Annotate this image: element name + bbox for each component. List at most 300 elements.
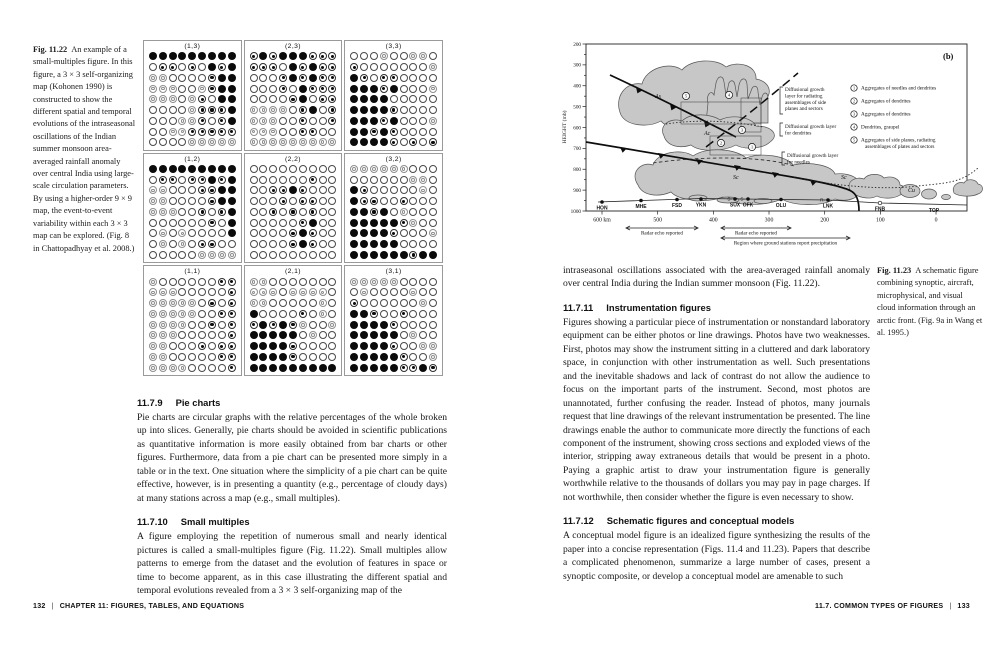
som-cell (429, 299, 437, 307)
som-cell (350, 342, 358, 350)
som-cell (299, 229, 307, 237)
som-cell (269, 128, 277, 136)
som-cell (188, 353, 196, 361)
som-cell (299, 128, 307, 136)
som-cell (218, 364, 226, 372)
som-cell (279, 251, 287, 259)
som-cell (390, 117, 398, 125)
som-cell (208, 117, 216, 125)
som-cell (178, 138, 186, 146)
som-cell (218, 299, 226, 307)
station-dot (600, 200, 604, 204)
som-cell (218, 106, 226, 114)
som-cell (169, 299, 177, 307)
som-cell (299, 63, 307, 71)
som-cell (360, 321, 368, 329)
som-cell (198, 95, 206, 103)
som-cell (259, 364, 267, 372)
som-cell (319, 106, 327, 114)
som-cell (299, 310, 307, 318)
annotation-text: Diffusional growth layer (785, 124, 837, 130)
som-cell (259, 229, 267, 237)
som-cell (429, 197, 437, 205)
som-cell (360, 208, 368, 216)
x-tick-label: 500 (653, 217, 663, 224)
som-cell (149, 74, 157, 82)
som-cell (400, 85, 408, 93)
som-cell (169, 364, 177, 372)
som-cell (149, 299, 157, 307)
som-cell (400, 240, 408, 248)
som-cell (149, 106, 157, 114)
som-cell (159, 208, 167, 216)
station-prefix: R- (820, 197, 825, 203)
som-cell (269, 85, 277, 93)
som-cell (380, 219, 388, 227)
som-panel (344, 153, 443, 264)
som-cell (299, 342, 307, 350)
som-cell (350, 176, 358, 184)
som-cell (419, 331, 427, 339)
cloud-sc-right (849, 174, 905, 198)
som-cell (259, 52, 267, 60)
som-cell (419, 186, 427, 194)
som-cell (319, 95, 327, 103)
fig-11-23-caption (877, 265, 983, 339)
som-cell (360, 331, 368, 339)
som-cell (279, 353, 287, 361)
som-cell (370, 331, 378, 339)
som-cell (350, 278, 358, 286)
som-cell (299, 117, 307, 125)
som-cell (400, 106, 408, 114)
som-cell (360, 288, 368, 296)
som-cell (328, 321, 336, 329)
som-cell (429, 364, 437, 372)
som-cell (309, 63, 317, 71)
som-cell (370, 299, 378, 307)
som-cell (429, 208, 437, 216)
som-cell (328, 128, 336, 136)
som-cell (198, 74, 206, 82)
som-cell (208, 176, 216, 184)
som-cell (159, 176, 167, 184)
som-cell (289, 288, 297, 296)
som-cells (245, 164, 342, 263)
som-cell (390, 364, 398, 372)
som-cell (350, 251, 358, 259)
som-cell (409, 364, 417, 372)
som-cell (380, 197, 388, 205)
y-tick-label: 700 (573, 146, 581, 153)
figure-number: 4 (727, 92, 731, 98)
som-cell (309, 197, 317, 205)
som-cell (169, 176, 177, 184)
som-cell (269, 186, 277, 194)
som-cell (409, 197, 417, 205)
section-heading-11-7-9 (137, 397, 447, 408)
som-cell (350, 117, 358, 125)
som-cell (328, 229, 336, 237)
fig-11-22-caption-lead: Fig. 11.22 (33, 45, 68, 54)
som-cell (319, 63, 327, 71)
som-cell (149, 208, 157, 216)
som-cell (178, 331, 186, 339)
som-cell (218, 128, 226, 136)
som-cell (319, 165, 327, 173)
som-cell (188, 288, 196, 296)
som-cell (149, 165, 157, 173)
som-cell (149, 321, 157, 329)
station-dot (699, 197, 703, 201)
som-cell (299, 165, 307, 173)
som-cell (400, 331, 408, 339)
som-cell (328, 278, 336, 286)
som-cell (259, 74, 267, 82)
som-cell (370, 229, 378, 237)
som-cell (419, 353, 427, 361)
som-cell (380, 186, 388, 194)
y-tick-label: 200 (573, 41, 581, 48)
som-cell (269, 278, 277, 286)
som-cell (250, 95, 258, 103)
som-cell (228, 288, 236, 296)
som-cell (390, 128, 398, 136)
som-cell (309, 85, 317, 93)
som-cell (198, 52, 206, 60)
som-cell (319, 52, 327, 60)
som-cell (188, 197, 196, 205)
som-cell (208, 299, 216, 307)
som-cell (269, 331, 277, 339)
som-cell (370, 342, 378, 350)
som-cell (328, 240, 336, 248)
som-cell (208, 197, 216, 205)
som-cell (380, 229, 388, 237)
som-cell (429, 52, 437, 60)
som-cell (159, 197, 167, 205)
som-cell (370, 165, 378, 173)
som-cell (250, 63, 258, 71)
som-cell (159, 240, 167, 248)
som-cell (250, 331, 258, 339)
som-cell (188, 299, 196, 307)
som-cells (245, 276, 342, 375)
som-cell (370, 219, 378, 227)
som-cell (250, 186, 258, 194)
som-cell (289, 364, 297, 372)
page-number-right: 133 (957, 602, 970, 610)
som-cell (269, 240, 277, 248)
som-cell (259, 128, 267, 136)
section-body-11-7-10: A figure employing the repetition of numerous small and nearly identical pictures is called a small-multiples figure (Fig. 11.22). Small multiples allow patterns to emerge from the dataset and the evolution of features in space or time to become apparent, as in this case illustrating the different spatial and temporal evolutions revealed from a 3 × 3 self-organizing map of the (137, 531, 447, 596)
som-cell (279, 128, 287, 136)
som-cell (250, 219, 258, 227)
som-cell (309, 165, 317, 173)
cloud-type-label: Sc (733, 175, 739, 181)
som-cell (198, 138, 206, 146)
som-cell (218, 278, 226, 286)
som-cell (309, 288, 317, 296)
som-cell (429, 138, 437, 146)
som-cell (429, 251, 437, 259)
section-heading-11-7-12 (563, 515, 870, 526)
som-cell (350, 128, 358, 136)
som-cell (319, 229, 327, 237)
som-cell (319, 331, 327, 339)
som-cell (218, 219, 226, 227)
som-cell (149, 186, 157, 194)
som-cell (360, 186, 368, 194)
som-cell (218, 63, 226, 71)
som-cell (259, 321, 267, 329)
som-cell (360, 310, 368, 318)
som-panel (344, 265, 443, 376)
som-cell (390, 342, 398, 350)
som-cell (208, 342, 216, 350)
som-cell (309, 138, 317, 146)
som-cell (159, 186, 167, 194)
som-cell (409, 278, 417, 286)
annotation-text: for dendrites (785, 130, 812, 137)
som-cell (279, 95, 287, 103)
som-cell (149, 240, 157, 248)
som-cell (350, 240, 358, 248)
som-cell (188, 138, 196, 146)
som-cell (218, 52, 226, 60)
som-cell (390, 52, 398, 60)
som-cell (319, 176, 327, 184)
som-cell (178, 342, 186, 350)
som-cell (289, 176, 297, 184)
som-cell (409, 321, 417, 329)
som-cell (390, 229, 398, 237)
som-cell (208, 74, 216, 82)
continued-paragraph: intraseasonal oscillations associated with the area-averaged rainfall anomaly over central India during the Indian summer monsoon (Fig. 11.22). (563, 265, 870, 290)
som-cell (250, 251, 258, 259)
som-cell (279, 74, 287, 82)
fig-11-23-caption-text: A schematic figure combining synoptic, aircraft, microphysical, and visual cloud information through an arctic front. (Fig. 9a in Wang et al. 1995.) (877, 266, 983, 338)
som-cell (390, 106, 398, 114)
som-cell (269, 208, 277, 216)
som-cell (370, 117, 378, 125)
som-cell (370, 186, 378, 194)
som-cell (429, 128, 437, 136)
som-cell (218, 342, 226, 350)
som-cell (400, 251, 408, 259)
som-cell (409, 299, 417, 307)
som-cell (319, 219, 327, 227)
som-cell (198, 342, 206, 350)
som-cell (178, 208, 186, 216)
som-cell (319, 364, 327, 372)
som-cell (159, 128, 167, 136)
som-cell (319, 85, 327, 93)
som-cell (390, 176, 398, 184)
som-cell (319, 128, 327, 136)
som-cell (350, 95, 358, 103)
som-cell (409, 331, 417, 339)
station-prefix: S- (727, 196, 732, 202)
som-cell (360, 353, 368, 361)
som-cell (380, 128, 388, 136)
som-cell (350, 165, 358, 173)
som-cell (250, 364, 258, 372)
som-cell (259, 219, 267, 227)
som-cell (419, 85, 427, 93)
som-cell (250, 310, 258, 318)
som-cell (188, 74, 196, 82)
legend-entry-text: assemblages of plates and sectors (865, 144, 935, 150)
som-cell (380, 342, 388, 350)
x-tick-label: 300 (764, 217, 774, 224)
som-cell (188, 63, 196, 71)
som-cell (299, 219, 307, 227)
som-cell (198, 321, 206, 329)
som-cell (309, 321, 317, 329)
som-cell (218, 138, 226, 146)
som-cell (149, 95, 157, 103)
som-cell (259, 138, 267, 146)
right-text-column (563, 264, 870, 583)
cloud-fragment (942, 194, 951, 199)
som-cell (429, 331, 437, 339)
som-cell (218, 197, 226, 205)
som-cell (380, 106, 388, 114)
som-cell (370, 52, 378, 60)
som-cell (390, 331, 398, 339)
som-cell (218, 240, 226, 248)
som-cell (350, 288, 358, 296)
fig-11-23-schematic (558, 35, 988, 250)
som-cell (228, 321, 236, 329)
som-cell (419, 52, 427, 60)
som-cell (370, 251, 378, 259)
som-cell (198, 240, 206, 248)
som-cell (419, 208, 427, 216)
som-cell (390, 138, 398, 146)
som-cell (350, 197, 358, 205)
som-cell (419, 117, 427, 125)
som-cell (390, 208, 398, 216)
som-cell (208, 364, 216, 372)
som-cell (188, 331, 196, 339)
som-cell (360, 52, 368, 60)
som-cell (228, 128, 236, 136)
som-cell (279, 364, 287, 372)
som-panel-label: (3,2) (385, 155, 402, 163)
som-cell (259, 176, 267, 184)
som-cell (419, 310, 427, 318)
som-cell (279, 117, 287, 125)
som-cell (299, 364, 307, 372)
som-cell (419, 288, 427, 296)
som-cell (350, 229, 358, 237)
station-dot (826, 198, 830, 202)
som-cell (289, 63, 297, 71)
som-cell (269, 117, 277, 125)
som-cell (149, 176, 157, 184)
som-cell (228, 95, 236, 103)
som-cell (429, 117, 437, 125)
som-cell (269, 106, 277, 114)
som-cell (419, 278, 427, 286)
som-cell (149, 52, 157, 60)
annotation-bracket (780, 87, 783, 114)
som-cell (350, 63, 358, 71)
figure-number: 2 (719, 140, 723, 146)
som-cell (350, 52, 358, 60)
som-cell (228, 229, 236, 237)
som-cell (299, 353, 307, 361)
som-cell (309, 117, 317, 125)
som-cell (228, 176, 236, 184)
som-cell (218, 331, 226, 339)
som-cell (169, 331, 177, 339)
som-cell (279, 176, 287, 184)
som-cell (218, 186, 226, 194)
figure-number: 5 (684, 93, 688, 99)
som-cell (228, 63, 236, 71)
som-cell (149, 219, 157, 227)
som-cell (380, 95, 388, 103)
som-cell (289, 278, 297, 286)
som-cell (360, 219, 368, 227)
som-cell (178, 197, 186, 205)
som-cell (269, 321, 277, 329)
som-cell (380, 208, 388, 216)
section-heading-11-7-11 (563, 302, 870, 313)
section-title: Small multiples (180, 516, 250, 528)
som-cell (429, 176, 437, 184)
som-cell (228, 342, 236, 350)
som-cell (328, 138, 336, 146)
som-cell (228, 208, 236, 216)
som-cell (159, 342, 167, 350)
som-cell (159, 85, 167, 93)
som-cell (198, 219, 206, 227)
som-cell (429, 74, 437, 82)
som-cell (259, 208, 267, 216)
som-cell (159, 321, 167, 329)
som-cell (360, 63, 368, 71)
x-tick-label: 100 (875, 217, 885, 224)
station-label: OFK (742, 202, 754, 209)
y-axis-label: HEIGHT (mb) (562, 110, 568, 144)
som-cell (259, 331, 267, 339)
som-cell (299, 331, 307, 339)
footer-left (33, 602, 244, 610)
som-cell (390, 321, 398, 329)
som-cell (409, 106, 417, 114)
som-cell (169, 106, 177, 114)
som-cell (350, 299, 358, 307)
som-cell (250, 208, 258, 216)
som-cell (198, 63, 206, 71)
som-cell (269, 52, 277, 60)
som-cell (429, 288, 437, 296)
som-cell (390, 299, 398, 307)
som-cell (159, 74, 167, 82)
som-cell (360, 74, 368, 82)
som-panel-label: (1,3) (184, 43, 201, 50)
som-cell (400, 353, 408, 361)
som-cell (178, 186, 186, 194)
som-cell (409, 240, 417, 248)
som-cell (218, 229, 226, 237)
som-cell (309, 278, 317, 286)
som-cell (380, 321, 388, 329)
